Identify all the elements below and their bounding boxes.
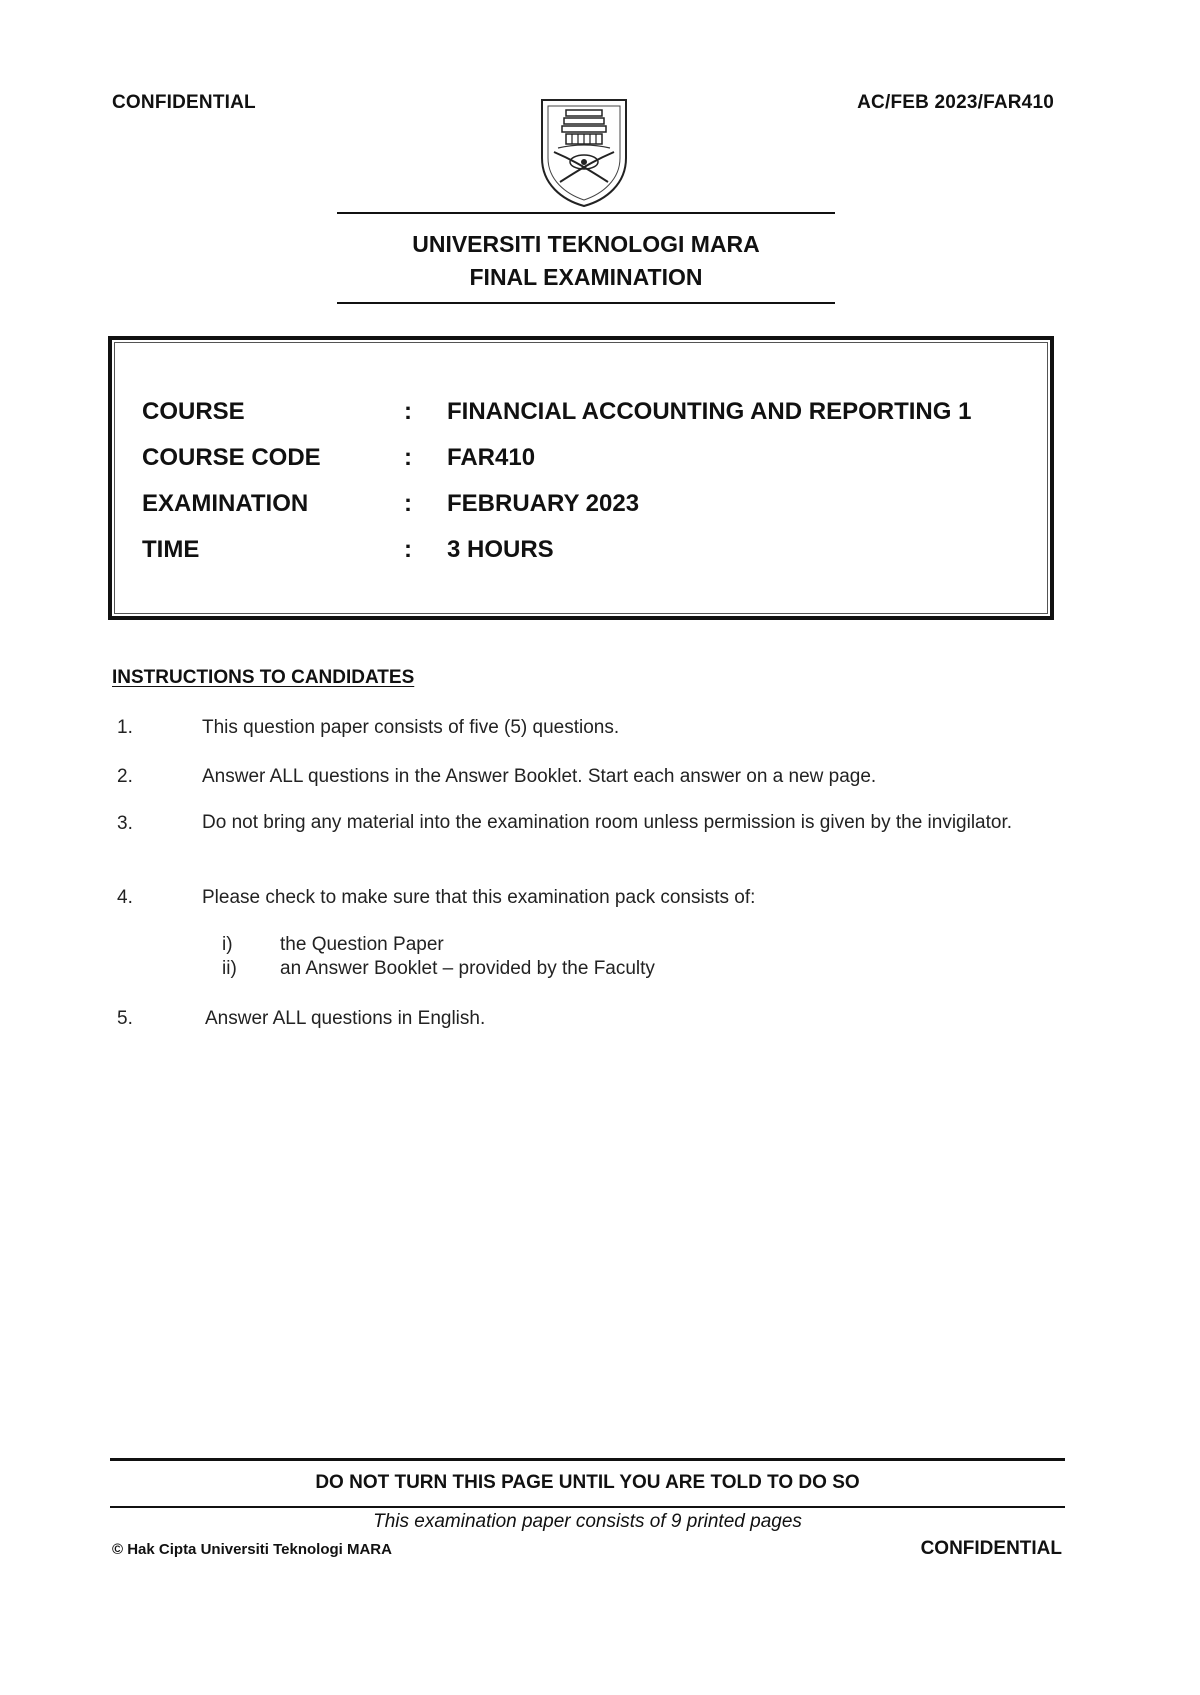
time-label: TIME <box>142 536 200 563</box>
examination-value: FEBRUARY 2023 <box>447 490 640 517</box>
footer-confidential: CONFIDENTIAL <box>920 1538 1062 1559</box>
header-paper-code: AC/FEB 2023/FAR410 <box>857 92 1054 113</box>
instructions-title: INSTRUCTIONS TO CANDIDATES <box>112 667 415 688</box>
footer-bottom-rule <box>110 1506 1065 1508</box>
course-info-box <box>108 336 1054 620</box>
subitem-ii-text: an Answer Booklet – provided by the Faculty <box>280 958 655 979</box>
uitm-crest-icon <box>536 96 632 208</box>
do-not-turn-warning: DO NOT TURN THIS PAGE UNTIL YOU ARE TOLD TO DO SO <box>315 1472 860 1493</box>
title-bottom-rule <box>337 302 835 304</box>
instruction-1-number: 1. <box>117 717 133 738</box>
header-confidential: CONFIDENTIAL <box>112 92 256 113</box>
title-top-rule <box>337 212 835 214</box>
copyright-notice: © Hak Cipta Universiti Teknologi MARA <box>112 1541 392 1558</box>
university-name: UNIVERSITI TEKNOLOGI MARA <box>412 231 760 257</box>
instruction-5-text: Answer ALL questions in English. <box>205 1008 486 1029</box>
course-code-colon: : <box>404 444 412 471</box>
printed-pages-note: This examination paper consists of 9 printed pages <box>373 1511 802 1532</box>
time-value: 3 HOURS <box>447 536 554 563</box>
instruction-3-text: Do not bring any material into the examination room unless permission is given by the invigilator. <box>202 812 1013 833</box>
instruction-4-number: 4. <box>117 887 133 908</box>
instruction-4-text: Please check to make sure that this examination pack consists of: <box>202 887 756 908</box>
university-heading <box>337 228 835 294</box>
instruction-1-text: This question paper consists of five (5) questions. <box>202 717 620 738</box>
instruction-3-number: 3. <box>117 813 133 834</box>
subitem-i-text: the Question Paper <box>280 934 444 955</box>
footer-top-rule <box>110 1458 1065 1461</box>
instruction-2-text: Answer ALL questions in the Answer Booklet. Start each answer on a new page. <box>202 766 877 787</box>
instruction-5-number: 5. <box>117 1008 133 1029</box>
time-colon: : <box>404 536 412 563</box>
instruction-2-number: 2. <box>117 766 133 787</box>
examination-colon: : <box>404 490 412 517</box>
exam-title: FINAL EXAMINATION <box>469 264 703 290</box>
course-colon: : <box>404 398 412 425</box>
subitem-ii-number: ii) <box>222 958 237 979</box>
course-code-value: FAR410 <box>447 444 536 471</box>
subitem-i-number: i) <box>222 934 233 955</box>
examination-label: EXAMINATION <box>142 490 309 517</box>
course-value: FINANCIAL ACCOUNTING AND REPORTING 1 <box>447 398 972 425</box>
course-code-label: COURSE CODE <box>142 444 321 471</box>
course-label: COURSE <box>142 398 245 425</box>
